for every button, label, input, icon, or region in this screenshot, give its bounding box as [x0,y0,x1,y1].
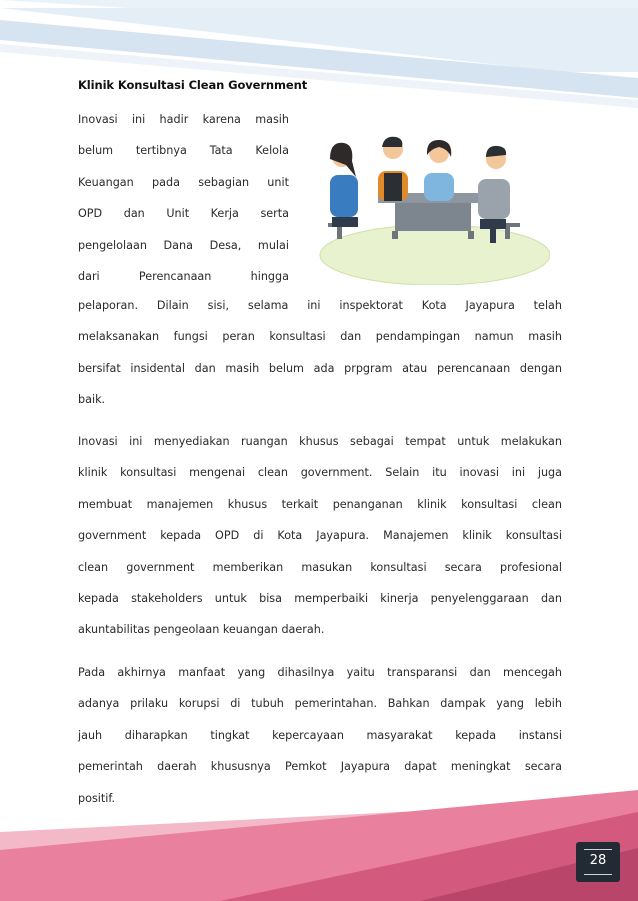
paragraph-3 [78,663,562,820]
text-line: akuntabilitas pengeolaan keuangan daerah. [78,623,325,637]
text-line: pemerintah daerah khususnya Pemkot Jayapura dapat meningkat secara [78,760,562,774]
text-line: Inovasi ini menyediakan ruangan khusus sebagai tempat untuk melakukan [78,435,562,448]
text-line: pelaporan. Dilain sisi, selama ini inspektorat Kota Jayapura telah [78,299,562,312]
person-man-right [478,179,510,219]
text-line: positif. [78,791,116,805]
page-number: 28 [589,853,607,868]
text-line: belum tertibnya Tata Kelola [78,144,289,158]
text-line: government kepada OPD di Kota Jayapura. Manajemen klinik konsultasi [78,529,562,543]
table-body [395,203,471,231]
badge-rule-top [584,849,612,850]
page-number-badge [576,842,620,882]
meeting-illustration [300,125,550,285]
text-line: Keuangan pada sebagian unit [78,175,289,189]
text-line: Pada akhirnya manfaat yang dihasilnya yaitu transparansi dan mencegah [78,666,562,679]
text-line: clean government memberikan masukan konsultasi secara profesional [78,560,562,574]
text-line: membuat manajemen khusus terkait penanganan klinik konsultasi clean [78,497,562,511]
floor-ellipse [320,225,550,285]
text-line: kepada stakeholders untuk bisa memperbaiki kinerja penyelenggaraan dan [78,591,562,605]
text-line: bersifat insidental dan masih belum ada prpgram atau perencanaan dengan [78,361,562,375]
text-line: baik. [78,393,106,407]
section-heading: Klinik Konsultasi Clean Government [78,78,308,92]
person-woman-center [424,173,454,201]
text-line: jauh diharapkan tingkat kepercayaan masyarakat kepada instansi [78,728,562,742]
paragraph-1 [78,296,562,422]
text-line: adanya prilaku korupsi di tubuh pemerintahan. Bahkan dampak yang lebih [78,697,562,711]
text-line: Inovasi ini hadir karena masih [78,113,289,126]
text-line: melaksanakan fungsi peran konsultasi dan pendampingan namun masih [78,330,562,344]
text-line: OPD dan Unit Kerja serta [78,207,289,221]
paragraph-2 [78,432,562,652]
text-line: klinik konsultasi mengenai clean government. Selain itu inovasi ini juga [78,466,562,480]
intro-paragraph [78,110,289,298]
text-line: pengelolaan Dana Desa, mulai [78,238,289,252]
person-woman-left [330,175,358,217]
badge-rule-bottom [584,874,612,875]
text-line: dari Perencanaan hingga [78,269,289,283]
